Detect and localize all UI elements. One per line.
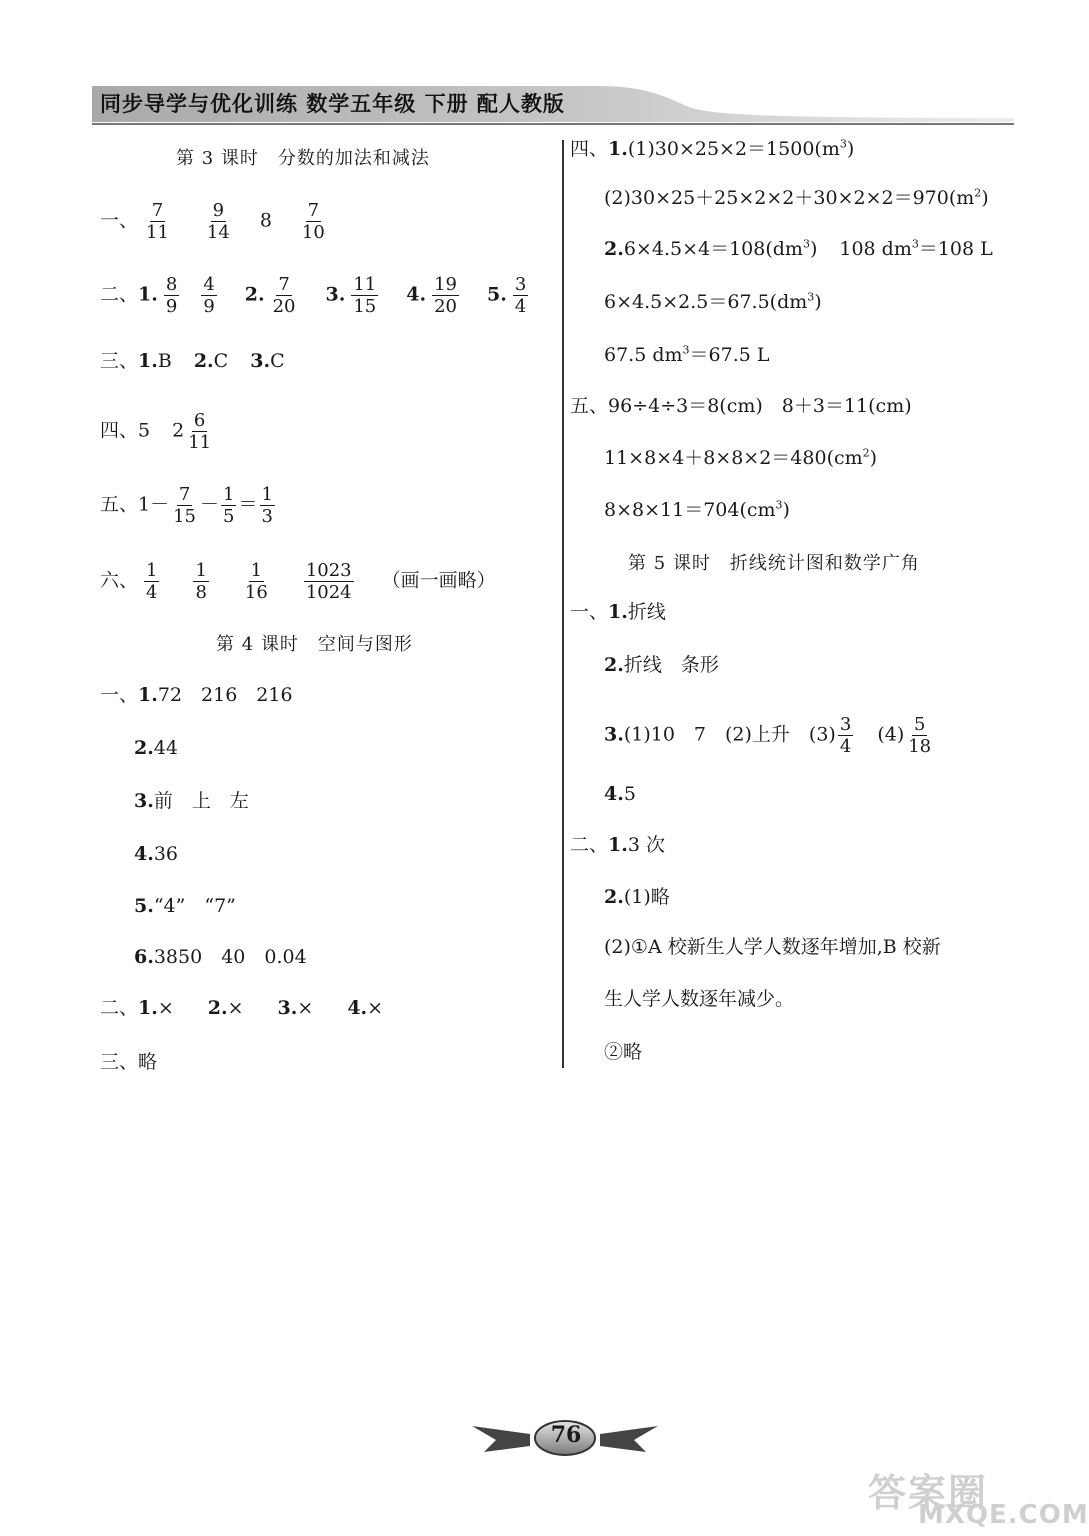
fraction: $\frac{7}{20}$	[272, 274, 296, 317]
q-label: 一、	[100, 209, 139, 232]
fraction: $\frac{8}{9}$	[165, 274, 178, 317]
right-q5-line1: 五、96÷4÷3＝8(cm) 8＋3＝11(cm)	[570, 395, 912, 417]
lesson3-q3: 三、1.B 2.C 3.C	[100, 350, 285, 372]
lesson5-q1-item1: 一、1.折线	[570, 601, 666, 623]
right-q4-line1: 四、$1.(1)30\times 25\times 2=1500(m^3)$	[570, 137, 855, 160]
lesson5-title: 第 5 课时 折线统计图和数学广角	[628, 553, 920, 574]
header-title: 同步导学与优化训练 数学五年级 下册 配人教版	[100, 92, 565, 116]
right-q4-line2: $(2)30\times 25+25\times 2\times 2+30\times 2\times 2=970(m^2)$	[604, 186, 989, 209]
lesson4-q1-item2: 2.44	[134, 737, 179, 759]
lesson4-q2: 二、1.× 2.× 3.× 4.×	[100, 997, 384, 1019]
lesson5-q1-item4: 4.5	[604, 783, 636, 805]
fraction: $\frac{5}{18}$	[908, 714, 932, 757]
column-divider	[562, 140, 564, 1068]
right-q5-line2: $11\times 8\times 4+8\times 8\times 2=480(cm^2)$	[604, 446, 878, 469]
lesson5-q1-item2: 2.折线 条形	[604, 654, 719, 676]
fraction: $\frac{11}{15}$	[353, 274, 377, 317]
fraction: $\frac{9}{14}$	[206, 200, 230, 243]
fraction: $\frac{1}{16}$	[244, 560, 268, 603]
right-q4-line5: 67.5 $dm^3=67.5$ L	[604, 343, 770, 366]
lesson3-q1	[100, 200, 333, 243]
lesson3-q4: 四、5 2 $\frac{6}{11}$	[100, 410, 212, 453]
lesson4-q1-item1: 一、1.72 216 216	[100, 684, 293, 706]
lesson3-title: 第 3 课时 分数的加法和减法	[176, 148, 430, 169]
watermark-url: MXQE.COM	[918, 1500, 1089, 1530]
fraction: $\frac{1}{5}$	[223, 484, 235, 527]
right-q4-line3: $2.6\times 4.5\times 4=108(dm^3)$ 108 $dm^3=108$ L	[604, 237, 993, 260]
lesson4-q3: 三、略	[100, 1051, 158, 1073]
fraction: $\frac{6}{11}$	[188, 410, 212, 453]
answer-value: 8	[259, 209, 272, 232]
lesson4-q1-item5: 5.“4” “7”	[134, 895, 236, 917]
fraction: $\frac{7}{10}$	[301, 200, 325, 243]
fraction: $\frac{1}{4}$	[146, 560, 158, 603]
fraction: $\frac{7}{15}$	[173, 484, 197, 527]
lesson3-q6: 六、 $\frac{1}{4}$ $\frac{1}{8}$ $\frac{1}{16}$ $\frac{1023}{1024}$ （画一画略）	[100, 560, 496, 603]
lesson4-title: 第 4 课时 空间与图形	[216, 634, 413, 655]
lesson3-q2: 二、1. $\frac{8}{9}$ $\frac{4}{9}$ 2. $\frac{7}{20}$ 3. $\frac{11}{15}$ 4. $\frac{19}{20}$ 5. $\frac{3}{4}$	[100, 274, 527, 317]
page-footer	[470, 1416, 660, 1460]
lesson4-q1-item4: 4.36	[134, 843, 179, 865]
lesson4-q1-item6: 6.3850 40 0.04	[134, 946, 307, 968]
lesson3-q5: 五、1－ $\frac{7}{15}$ － $\frac{1}{5}$ ＝ $\frac{1}{3}$	[100, 484, 273, 527]
lesson4-q1-item3: 3.前 上 左	[134, 790, 249, 812]
fraction: $\frac{3}{4}$	[839, 714, 852, 757]
page-number: 76	[550, 1422, 582, 1448]
header-band	[92, 80, 1014, 128]
fraction: $\frac{4}{9}$	[203, 274, 215, 317]
lesson5-q2-item1: 二、1.3 次	[570, 834, 665, 856]
lesson5-q2-line5: ②略	[604, 1041, 643, 1063]
lesson5-q2-line4: 生人学人数逐年减少。	[604, 988, 795, 1010]
lesson5-q2-item2: 2.(1)略	[604, 886, 670, 908]
fraction: $\frac{1023}{1024}$	[305, 560, 352, 603]
fraction: $\frac{1}{8}$	[195, 560, 207, 603]
fraction: $\frac{3}{4}$	[514, 274, 527, 317]
fraction: $\frac{7}{11}$	[146, 200, 169, 243]
lesson5-q1-item3: 3.(1)10 7 (2)上升 (3) $\frac{3}{4}$ (4) $\frac{5}{18}$	[604, 714, 932, 757]
right-q5-line3: $8\times 8\times 11=704(cm^3)$	[604, 498, 790, 521]
lesson5-q2-line3: (2)①A 校新生人学人数逐年增加,B 校新	[604, 936, 941, 958]
watermark-logo: 答案圈	[868, 1471, 989, 1515]
fraction: $\frac{1}{3}$	[261, 484, 273, 527]
right-q4-line4: $6\times 4.5\times 2.5=67.5(dm^3)$	[604, 290, 822, 313]
fraction: $\frac{19}{20}$	[434, 274, 458, 317]
